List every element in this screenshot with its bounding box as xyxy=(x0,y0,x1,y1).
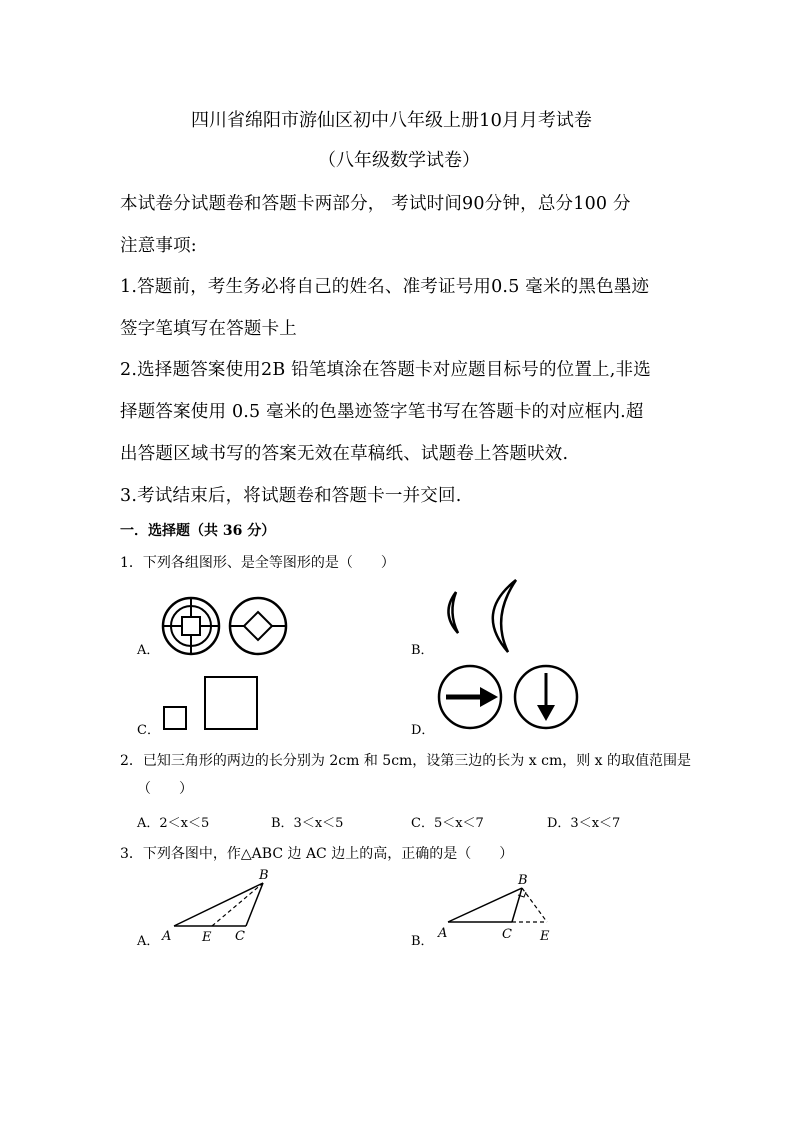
q2-option-d: D．3＜x＜7 xyxy=(547,816,621,831)
q3a-point-c: C xyxy=(235,929,245,944)
q1-option-d-figure xyxy=(436,663,586,733)
q3b-point-a: A xyxy=(438,926,448,941)
note-3: 3.考试结束后，将试题卷和答题卡一并交回. xyxy=(120,486,462,506)
q3-label-b: B． xyxy=(411,934,434,949)
note-1-line-2: 签字笔填写在答题卡上 xyxy=(120,319,297,339)
exam-subtitle: （八年级数学试卷） xyxy=(318,150,480,171)
note-2-line-1: 2.选择题答案使用2B 铅笔填涂在答题卡对应题目标号的位置上,非选 xyxy=(120,360,651,380)
note-2-line-2: 择题答案使用 0.5 毫米的色墨迹签字笔书写在答题卡的对应框内.超 xyxy=(120,402,644,422)
section-heading: 一．选择题（共 36 分） xyxy=(120,523,276,539)
q3b-point-c: C xyxy=(502,927,512,942)
q1-option-c-figure xyxy=(162,675,272,735)
intro-line: 本试卷分试题卷和答题卡两部分， 考试时间90分钟，总分100 分 xyxy=(120,194,631,214)
question-3-stem: 3．下列各图中，作△ABC 边 AC 边上的高，正确的是（ ） xyxy=(120,846,514,862)
q3b-point-e: E xyxy=(540,929,550,944)
q3b-point-b: B xyxy=(518,873,528,888)
notes-heading: 注意事项: xyxy=(120,236,197,256)
q1-option-b-figure xyxy=(436,577,556,657)
q1-label-c: C． xyxy=(137,723,160,738)
note-1-line-1: 1.答题前，考生务必将自己的姓名、准考证号用0.5 毫米的黑色墨迹 xyxy=(120,277,650,297)
q1-a-left-cross xyxy=(160,595,222,657)
question-2-stem: 2．已知三角形的两边的长分别为 2cm 和 5cm，设第三边的长为 x cm，则 x 的取值范围是 xyxy=(120,753,692,769)
q2-option-b: B．3＜x＜5 xyxy=(271,816,344,831)
exam-title: 四川省绵阳市游仙区初中八年级上册10月月考试卷 xyxy=(191,110,592,131)
q3a-point-e: E xyxy=(202,930,212,945)
question-2-paren: （ ） xyxy=(137,781,193,797)
q3a-point-a: A xyxy=(162,929,172,944)
note-2-line-3: 出答题区域书写的答案无效在草稿纸、试题卷上答题吠效. xyxy=(120,444,569,464)
q3-option-a-triangle xyxy=(160,866,290,946)
q3-label-a: A． xyxy=(137,934,160,949)
question-1-stem: 1．下列各组图形、是全等图形的是（ ） xyxy=(120,555,395,571)
q1-label-d: D． xyxy=(411,723,435,738)
q3-option-b-triangle xyxy=(434,866,564,946)
q3a-point-b: B xyxy=(259,868,269,883)
q2-option-a: A．2＜x＜5 xyxy=(137,816,210,831)
q1-label-a: A． xyxy=(137,643,160,658)
q1-label-b: B． xyxy=(411,643,434,658)
q2-option-c: C．5＜x＜7 xyxy=(411,816,484,831)
